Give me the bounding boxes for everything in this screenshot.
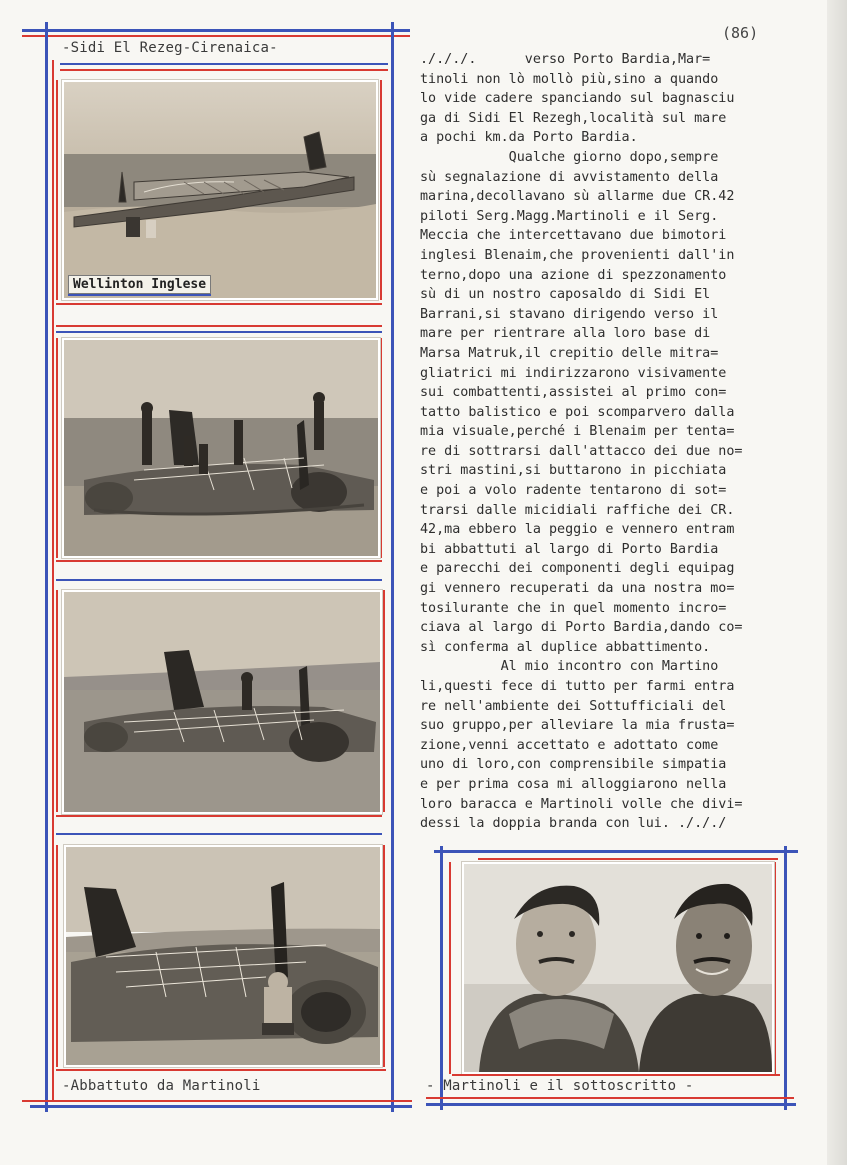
photo3-frame-right: [383, 590, 385, 812]
photo2-frame-right: [380, 338, 382, 558]
text-line: Barrani,si stavano dirigendo verso il: [420, 306, 719, 322]
wreck-photo-1: [62, 80, 378, 300]
text-line: Al mio incontro con Martino: [420, 659, 719, 675]
page-edge: [827, 0, 847, 1165]
text-line: tosilurante che in quel momento incro=: [420, 600, 727, 616]
text-line: e parecchi dei componenti degli equipag: [420, 561, 735, 577]
title-underline-blue: [60, 63, 388, 65]
text-line: Marsa Matruk,il crepitio delle mitra=: [420, 345, 719, 361]
text-line: tinoli non lò mollò più,sino a quando: [420, 71, 719, 87]
portrait-frame-left-blue: [440, 846, 443, 1110]
photo4-frame-left: [56, 845, 58, 1067]
frame-line-left-blue: [45, 22, 48, 1112]
text-line: terno,dopo una azione di spezzonamento: [420, 267, 727, 283]
portrait-caption-line-red: [452, 1074, 780, 1076]
text-line: li,questi fece di tutto per farmi entra: [420, 679, 735, 694]
photo-label: Wellinton Inglese: [68, 275, 211, 294]
text-line: ga di Sidi El Rezegh,località sul mare: [420, 110, 727, 126]
portrait-frame-left-red: [449, 862, 451, 1074]
portrait-frame-bottom-blue: [426, 1103, 796, 1106]
photo1-frame-left: [56, 80, 58, 300]
text-line: re nell'ambiente dei Sottufficiali del: [420, 698, 727, 714]
text-line: ciava al largo di Porto Bardia,dando co=: [420, 620, 743, 636]
wreck-photo-3-image: [64, 592, 380, 812]
text-line: lo vide cadere spanciando sul bagnasciu: [420, 91, 735, 107]
text-line: re di sottrarsi dall'attacco dei due no=: [420, 443, 743, 459]
bottom-caption-line-red: [56, 1069, 386, 1071]
separator-1-red: [56, 325, 382, 327]
text-line: gi vennero recuperati da una nostra mo=: [420, 581, 735, 597]
text-line: Qualche giorno dopo,sempre: [420, 149, 719, 165]
text-line: suo gruppo,per alleviare la mia frusta=: [420, 718, 735, 734]
text-line: zione,venni accettato e adottato come: [420, 737, 719, 753]
portrait-frame-top-red: [478, 858, 778, 860]
separator-3-red: [56, 815, 382, 817]
separator-2-red: [56, 560, 382, 562]
text-line: e per prima cosa mi alloggiarono nella: [420, 776, 727, 792]
frame-line-left-red: [52, 60, 54, 1100]
text-line: bi abbattuti al largo di Porto Bardia: [420, 541, 719, 557]
text-line: sù di un nostro caposaldo di Sidi El: [420, 287, 711, 303]
frame-line-top-blue: [22, 29, 410, 32]
wreck-photo-4: [64, 845, 382, 1067]
wreck-photo-2-image: [64, 340, 378, 556]
wreck-photo-3: [62, 590, 382, 814]
title-underline-red: [60, 69, 388, 71]
title-caption: -Sidi El Rezeg-Cirenaica-: [62, 40, 278, 56]
text-line: sù segnalazione di avvistamento della: [420, 169, 719, 185]
portrait-frame-top-blue: [434, 850, 798, 853]
text-line: loro baracca e Martinoli volle che divi=: [420, 796, 743, 812]
text-line: mare per rientrare alla loro base di: [420, 326, 711, 342]
photo2-frame-left: [56, 338, 58, 558]
typed-text-block: [420, 50, 825, 834]
text-line: trarsi dalle micidiali raffiche dei CR.: [420, 502, 735, 518]
text-line: gliatrici mi indirizzarono visivamente: [420, 365, 727, 381]
text-line: tatto balistico e poi scomparvero dalla: [420, 404, 735, 420]
text-line: dessi la doppia branda con lui. ./././: [420, 816, 727, 832]
text-line: marina,decollavano sù allarme due CR.42: [420, 189, 735, 205]
text-line: Meccia che intercettavano due bimotori: [420, 228, 727, 244]
text-line: inglesi Blenaim,che provenienti dall'in: [420, 247, 735, 263]
text-line: a pochi km.da Porto Bardia.: [420, 130, 638, 146]
wreck-photo-2: [62, 338, 380, 558]
photo3-frame-left: [56, 590, 58, 812]
photo1-frame-bottom: [56, 303, 382, 305]
text-line: ./././. verso Porto Bardia,Mar=: [420, 52, 711, 67]
text-line: e poi a volo radente tentarono di sot=: [420, 483, 727, 499]
wreck-photo-4-image: [66, 847, 380, 1065]
frame-line-bottom-blue: [30, 1105, 412, 1108]
bottom-caption: -Abbattuto da Martinoli: [62, 1078, 261, 1094]
text-line: 42,ma ebbero la peggio e vennero entram: [420, 522, 735, 538]
text-line: piloti Serg.Magg.Martinoli e il Serg.: [420, 208, 719, 224]
frame-line-top-red: [22, 35, 410, 37]
portrait-photo-image: [464, 864, 772, 1072]
text-line: mia visuale,perché i Blenaim per tenta=: [420, 424, 735, 440]
text-line: sì conferma al duplice abbattimento.: [420, 639, 711, 655]
frame-line-bottom-red: [22, 1100, 412, 1102]
separator-3-blue: [56, 833, 382, 835]
portrait-frame-bottom-red: [426, 1097, 794, 1099]
portrait-caption: - Martinoli e il sottoscritto -: [426, 1078, 694, 1094]
separator-2-blue: [56, 579, 382, 581]
text-line: stri mastini,si buttarono in picchiata: [420, 463, 727, 479]
photo4-frame-right: [383, 845, 385, 1067]
frame-line-right-blue: [391, 22, 394, 1112]
wreck-photo-1-image: [64, 82, 376, 298]
portrait-frame-right-blue: [784, 846, 787, 1110]
portrait-frame-right-red: [774, 862, 776, 1074]
separator-1-blue: [56, 331, 382, 333]
text-line: sui combattenti,assistei al primo con=: [420, 385, 727, 401]
photo1-frame-right: [380, 80, 382, 300]
page-number: (86): [722, 24, 759, 42]
portrait-photo: [462, 862, 774, 1074]
text-line: uno di loro,con comprensibile simpatia: [420, 757, 727, 773]
